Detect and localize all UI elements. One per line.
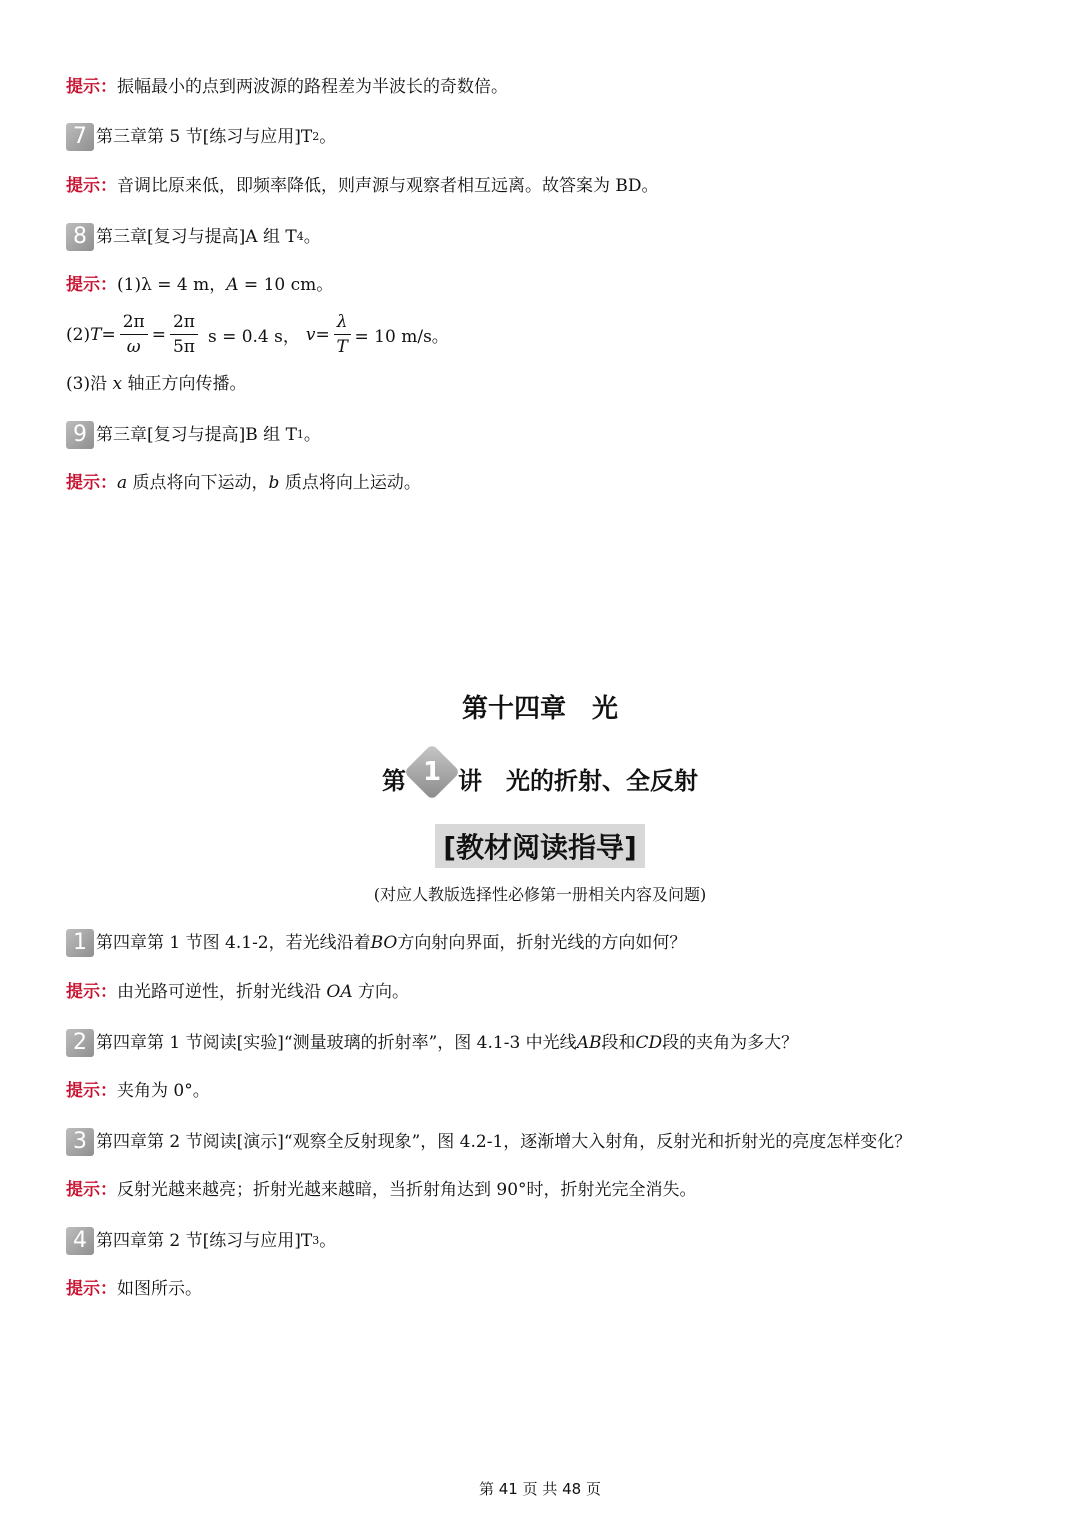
hint-line xyxy=(66,1178,697,1202)
hint-line xyxy=(66,1277,202,1301)
symbol-OA: OA xyxy=(326,982,353,1002)
lesson-title xyxy=(0,758,1080,798)
symbol-CD: CD xyxy=(635,1033,663,1053)
question-number-badge: 4 xyxy=(66,1227,94,1255)
hint-text: 反射光越来越亮；折射光越来越暗，当折射角达到 90°时，折射光完全消失。 xyxy=(117,1180,697,1200)
hint-text: 方向。 xyxy=(352,982,410,1002)
fraction xyxy=(120,312,148,357)
question-text: 第三章[复习与提高]B 组 T xyxy=(96,425,297,445)
question-end: 。 xyxy=(303,425,321,445)
hint-line xyxy=(66,980,409,1004)
hint-text: 音调比原来低，即频率降低，则声源与观察者相互远离。故答案为 BD。 xyxy=(117,176,659,196)
question-text: 第四章第 2 节阅读[演示]“观察全反射现象”，图 4.2-1，逐渐增大入射角，反射光和折射光的亮度怎样变化？ xyxy=(96,1132,912,1152)
hint-text: = 10 cm。 xyxy=(238,275,334,295)
hint-line xyxy=(66,1079,210,1103)
question-number-badge: 9 xyxy=(66,421,94,449)
question-text: 段和 xyxy=(601,1033,636,1053)
question-1 xyxy=(66,928,686,958)
hint-text: 质点将向上运动。 xyxy=(279,473,421,493)
numerator: 2π xyxy=(120,312,148,335)
symbol-BO: BO xyxy=(370,933,398,953)
denominator: ω xyxy=(126,337,141,357)
question-3 xyxy=(66,1127,911,1157)
hint-label: 提示： xyxy=(66,473,117,493)
hint-text: 夹角为 0°。 xyxy=(117,1081,210,1101)
question-text: 第四章第 1 节阅读[实验]“测量玻璃的折射率”，图 4.1-3 中光线 xyxy=(96,1033,577,1053)
question-text: 段的夹角为多大？ xyxy=(662,1033,799,1053)
question-7 xyxy=(66,122,336,152)
symbol-v: v xyxy=(305,324,316,345)
denominator: 5π xyxy=(172,337,195,357)
symbol-a: a xyxy=(117,473,128,493)
subscript: 3 xyxy=(312,1234,320,1247)
eq-middle: s = 0.4 s， xyxy=(207,327,300,347)
eq-prefix: (2) xyxy=(66,324,91,345)
equals: = xyxy=(101,324,116,345)
question-text: 第四章第 1 节图 4.1-2，若光线沿着 xyxy=(96,933,371,953)
lesson-number: 1 xyxy=(422,757,442,787)
eq-end: = 10 m/s。 xyxy=(354,327,449,347)
question-number-badge: 7 xyxy=(66,123,94,151)
symbol-AB: AB xyxy=(576,1033,602,1053)
hint-label: 提示： xyxy=(66,982,117,1002)
question-4 xyxy=(66,1226,336,1256)
hint-label: 提示： xyxy=(66,176,117,196)
solution-line xyxy=(66,372,246,396)
text: (3)沿 xyxy=(66,374,113,394)
numerator: λ xyxy=(334,312,351,335)
question-number-badge: 8 xyxy=(66,223,94,251)
hint-line xyxy=(66,273,333,297)
guide-header xyxy=(0,824,1080,868)
hint-text: (1)λ = 4 m， xyxy=(117,275,227,295)
hint-label: 提示： xyxy=(66,1180,117,1200)
guide-note: (对应人教版选择性必修第一册相关内容及问题) xyxy=(373,885,707,904)
question-end: 。 xyxy=(303,227,321,247)
question-text: 第四章第 2 节[练习与应用]T xyxy=(96,1231,313,1251)
hint-line xyxy=(66,174,659,198)
text: 轴正方向传播。 xyxy=(122,374,247,394)
lesson-number-badge xyxy=(404,744,461,801)
question-number-badge: 1 xyxy=(66,929,94,957)
symbol-x: x xyxy=(112,374,123,394)
question-text: 第三章第 5 节[练习与应用]T xyxy=(96,127,313,147)
numerator: 2π xyxy=(170,312,198,335)
hint-text: 质点将向下运动， xyxy=(127,473,269,493)
question-number-badge: 3 xyxy=(66,1128,94,1156)
page-footer: 第 41 页 共 48 页 xyxy=(478,1480,601,1498)
symbol-b: b xyxy=(268,473,280,493)
hint-label: 提示： xyxy=(66,275,117,295)
fraction xyxy=(334,312,351,357)
hint-label: 提示： xyxy=(66,77,117,97)
question-end: 。 xyxy=(319,1231,337,1251)
hint-label: 提示： xyxy=(66,1081,117,1101)
guide-title: [教材阅读指导] xyxy=(435,824,645,868)
chapter-title: 第十四章 光 xyxy=(461,694,618,724)
subscript: 2 xyxy=(312,130,320,143)
denominator: T xyxy=(336,337,348,357)
hint-text: 振幅最小的点到两波源的路程差为半波长的奇数倍。 xyxy=(117,77,508,97)
question-8 xyxy=(66,222,321,252)
hint-line xyxy=(66,471,421,495)
fraction xyxy=(170,312,198,357)
symbol-T: T xyxy=(90,324,102,345)
subscript: 1 xyxy=(296,428,304,441)
subscript: 4 xyxy=(296,230,304,243)
question-text: 方向射向界面，折射光线的方向如何？ xyxy=(397,933,687,953)
question-2 xyxy=(66,1028,798,1058)
hint-label: 提示： xyxy=(66,1279,117,1299)
question-text: 第三章[复习与提高]A 组 T xyxy=(96,227,297,247)
question-9 xyxy=(66,420,321,450)
lesson-prefix: 第 xyxy=(382,766,406,795)
hint-text: 由光路可逆性，折射光线沿 xyxy=(117,982,327,1002)
lesson-name: 讲 光的折射、全反射 xyxy=(458,766,698,795)
hint-text: 如图所示。 xyxy=(117,1279,202,1299)
equals: = xyxy=(315,324,330,345)
question-number-badge: 2 xyxy=(66,1029,94,1057)
question-end: 。 xyxy=(319,127,337,147)
symbol-A: A xyxy=(226,275,239,295)
hint-line xyxy=(66,75,508,99)
equation-line: (2) T = $\frac{2\pi}{\omega}$ = $\frac{2\pi}{5\pi}$ s = 0.4 s， v = $\frac{\lambda}{T}$ = 10 m/s。 xyxy=(66,312,449,357)
